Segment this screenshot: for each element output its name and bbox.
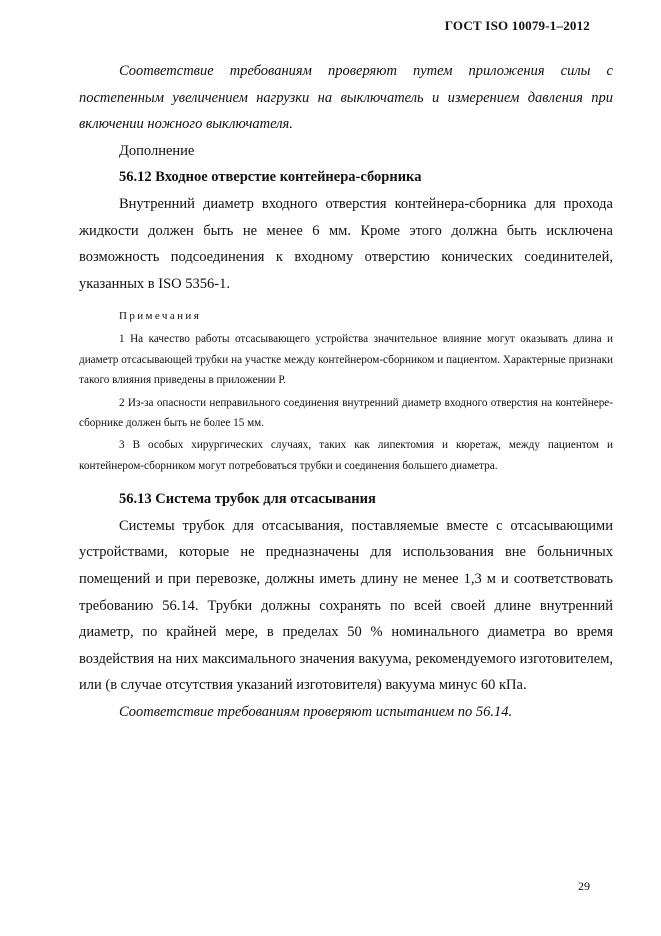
notes-title: Примечания xyxy=(119,310,202,323)
addition-label: Дополнение xyxy=(119,142,195,159)
section-56-13-heading: 56.13 Система трубок для отсасывания xyxy=(119,491,376,508)
standard-header: ГОСТ ISO 10079-1–2012 xyxy=(444,18,590,33)
section-56-12-heading: 56.12 Входное отверстие контейнера-сборника xyxy=(119,169,422,186)
note-item: 1 На качество работы отсасывающего устройства значительное влияние могут оказывать длина и диаметр отсасывающей трубки на участке между контейнером-сборником и пациентом. Характерные признаки такого влияния приведены в приложении Р. xyxy=(79,333,613,387)
note-item: 2 Из-за опасности неправильного соединения внутренний диаметр входного отверстия на контейнере-сборнике должен быть не более 15 мм. xyxy=(79,396,613,429)
page-content xyxy=(79,58,613,726)
section-56-13-text: Системы трубок для отсасывания, поставляемые вместе с отсасывающими устройствами, которые не предназначены для использования вне больничных помещений и при перевозке, должны иметь длину не менее 1,3 м и соответствовать требованию 56.14. Трубки должны сохранять по всей своей длине внутренний диаметр, по крайней мере, в пределах 50 % номинального диаметра во время воздействия на них максимального значения вакуума, рекомендуемого изготовителем, или (в случае отсутствия указаний изготовителя) вакуума минус 60 кПа. xyxy=(79,517,613,694)
section-56-13-verification: Соответствие требованиям проверяют испытанием по 56.14. xyxy=(119,703,513,720)
verification-paragraph: Соответствие требованиям проверяют путем приложения силы с постепенным увеличением нагрузки на выключатель и измерением давления при включении ножного выключателя. xyxy=(79,63,613,133)
section-56-12-text: Внутренний диаметр входного отверстия контейнера-сборника для прохода жидкости должен быть не менее 6 мм. Кроме этого должна быть исключена возможность подсоединения к входному отверстию конических соединителей, указанных в ISO 5356-1. xyxy=(79,195,613,292)
note-item: 3 В особых хирургических случаях, таких как липектомия и кюретаж, между пациентом и контейнером-сборником могут потребоваться трубки и соединения большего диаметра. xyxy=(79,439,613,472)
page-number: 29 xyxy=(578,879,590,893)
